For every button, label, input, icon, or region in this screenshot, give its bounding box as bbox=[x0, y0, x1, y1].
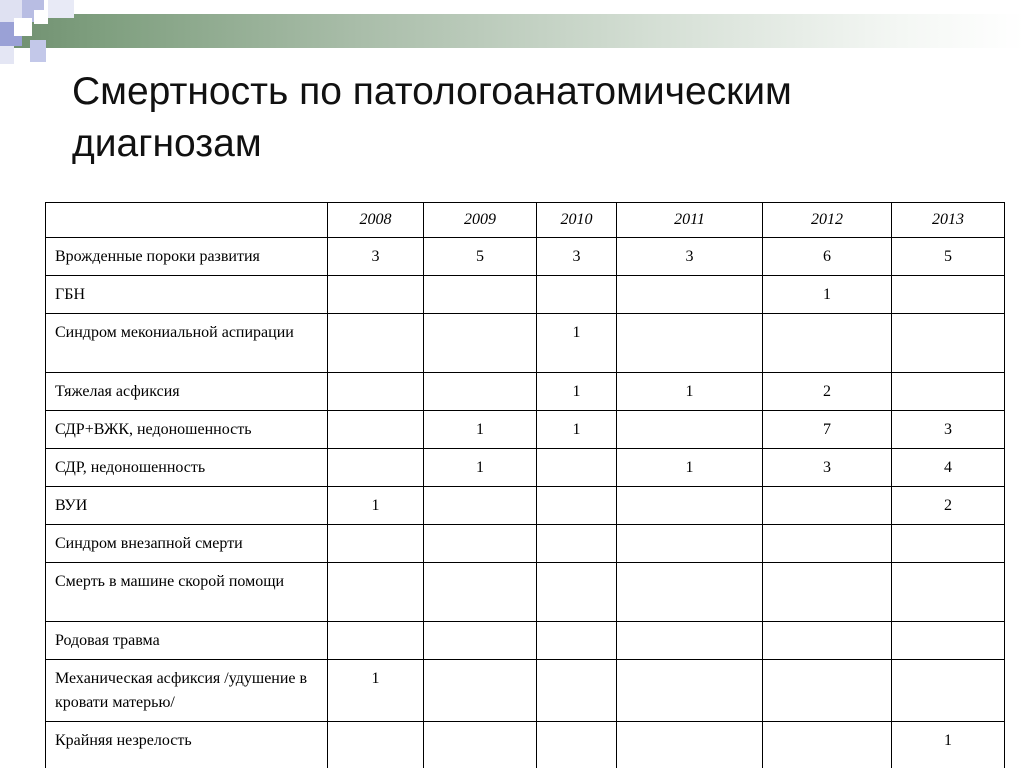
table-cell: 3 bbox=[328, 238, 424, 276]
table-cell: 6 bbox=[763, 238, 892, 276]
table-row bbox=[46, 449, 1005, 487]
row-label: Врожденные пороки развития bbox=[46, 238, 328, 276]
table-cell bbox=[537, 487, 617, 525]
table-cell bbox=[424, 622, 537, 660]
year-header: 2009 bbox=[424, 203, 537, 238]
year-header: 2012 bbox=[763, 203, 892, 238]
table-cell: 1 bbox=[537, 373, 617, 411]
table-cell bbox=[424, 722, 537, 768]
table-cell bbox=[892, 373, 1005, 411]
table-cell bbox=[537, 563, 617, 622]
mortality-table bbox=[45, 202, 1005, 768]
table-cell bbox=[892, 525, 1005, 563]
table-cell: 7 bbox=[763, 411, 892, 449]
table-row bbox=[46, 487, 1005, 525]
table-row bbox=[46, 622, 1005, 660]
row-label: Крайняя незрелость bbox=[46, 722, 328, 768]
table-cell bbox=[617, 563, 763, 622]
year-header: 2010 bbox=[537, 203, 617, 238]
mortality-table-container bbox=[45, 202, 1005, 768]
table-cell bbox=[617, 487, 763, 525]
row-label: Смерть в машине скорой помощи bbox=[46, 563, 328, 622]
table-cell bbox=[328, 722, 424, 768]
table-cell: 2 bbox=[763, 373, 892, 411]
table-cell bbox=[424, 373, 537, 411]
table-cell: 1 bbox=[328, 660, 424, 722]
table-cell bbox=[328, 563, 424, 622]
table-cell bbox=[328, 449, 424, 487]
row-label: Синдром внезапной смерти bbox=[46, 525, 328, 563]
table-cell bbox=[328, 622, 424, 660]
table-cell bbox=[892, 563, 1005, 622]
table-row bbox=[46, 411, 1005, 449]
table-row bbox=[46, 314, 1005, 373]
table-row bbox=[46, 238, 1005, 276]
table-cell: 4 bbox=[892, 449, 1005, 487]
table-cell bbox=[328, 314, 424, 373]
year-header: 2013 bbox=[892, 203, 1005, 238]
table-cell bbox=[763, 525, 892, 563]
row-label: Механическая асфиксия /удушение в кровати матерью/ bbox=[46, 660, 328, 722]
table-cell: 2 bbox=[892, 487, 1005, 525]
table-cell bbox=[892, 622, 1005, 660]
table-cell bbox=[537, 660, 617, 722]
table-cell bbox=[763, 722, 892, 768]
table-cell bbox=[328, 411, 424, 449]
table-cell bbox=[763, 314, 892, 373]
table-cell: 1 bbox=[617, 449, 763, 487]
table-cell bbox=[424, 660, 537, 722]
table-cell: 3 bbox=[763, 449, 892, 487]
table-cell bbox=[763, 622, 892, 660]
year-header: 2011 bbox=[617, 203, 763, 238]
table-cell bbox=[892, 660, 1005, 722]
table-cell: 1 bbox=[892, 722, 1005, 768]
row-label: Тяжелая асфиксия bbox=[46, 373, 328, 411]
row-label: ГБН bbox=[46, 276, 328, 314]
table-cell bbox=[892, 276, 1005, 314]
table-row bbox=[46, 660, 1005, 722]
table-cell bbox=[537, 276, 617, 314]
page-title: Смертность по патологоанатомическим диагнозам bbox=[72, 70, 792, 165]
table-cell bbox=[617, 276, 763, 314]
table-cell bbox=[537, 525, 617, 563]
table-cell: 3 bbox=[892, 411, 1005, 449]
table-cell bbox=[424, 276, 537, 314]
table-cell bbox=[763, 563, 892, 622]
table-cell bbox=[617, 411, 763, 449]
row-label: Родовая травма bbox=[46, 622, 328, 660]
table-cell: 1 bbox=[617, 373, 763, 411]
table-cell bbox=[424, 487, 537, 525]
header-row bbox=[46, 203, 1005, 238]
table-cell: 5 bbox=[424, 238, 537, 276]
table-cell: 5 bbox=[892, 238, 1005, 276]
table-cell: 1 bbox=[424, 449, 537, 487]
year-header: 2008 bbox=[328, 203, 424, 238]
table-row bbox=[46, 276, 1005, 314]
table-cell: 1 bbox=[537, 411, 617, 449]
table-cell: 1 bbox=[424, 411, 537, 449]
table-row bbox=[46, 563, 1005, 622]
table-cell bbox=[537, 622, 617, 660]
decorative-squares bbox=[0, 0, 90, 70]
table-cell bbox=[424, 314, 537, 373]
row-label: СДР+ВЖК, недоношенность bbox=[46, 411, 328, 449]
table-cell bbox=[763, 487, 892, 525]
table-row bbox=[46, 525, 1005, 563]
table-cell bbox=[537, 449, 617, 487]
table-cell bbox=[328, 525, 424, 563]
table-cell bbox=[537, 722, 617, 768]
table-cell: 3 bbox=[537, 238, 617, 276]
top-decorative-band bbox=[0, 14, 1024, 48]
table-cell bbox=[617, 660, 763, 722]
table-cell: 1 bbox=[537, 314, 617, 373]
table-cell: 1 bbox=[763, 276, 892, 314]
table-cell: 1 bbox=[328, 487, 424, 525]
table-row bbox=[46, 373, 1005, 411]
table-cell bbox=[424, 563, 537, 622]
table-cell bbox=[617, 314, 763, 373]
table-row bbox=[46, 722, 1005, 768]
table-cell bbox=[617, 722, 763, 768]
table-cell bbox=[328, 276, 424, 314]
row-label: СДР, недоношенность bbox=[46, 449, 328, 487]
table-cell bbox=[424, 525, 537, 563]
table-cell bbox=[617, 525, 763, 563]
table-cell bbox=[892, 314, 1005, 373]
table-cell bbox=[617, 622, 763, 660]
table-cell: 3 bbox=[617, 238, 763, 276]
row-label: ВУИ bbox=[46, 487, 328, 525]
row-label: Синдром мекониальной аспирации bbox=[46, 314, 328, 373]
corner-cell bbox=[46, 203, 328, 238]
table-cell bbox=[328, 373, 424, 411]
table-cell bbox=[763, 660, 892, 722]
